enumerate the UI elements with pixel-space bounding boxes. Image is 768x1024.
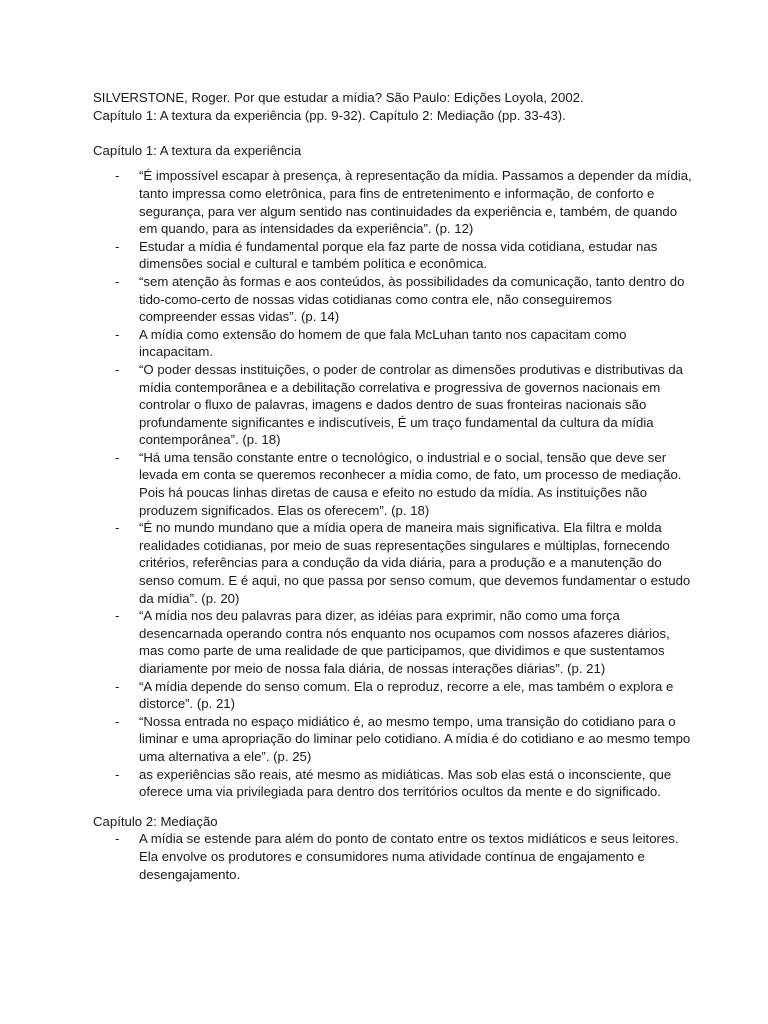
bullet-dash: - [115,608,120,624]
list-item-text: “Há uma tensão constante entre o tecnológico, o industrial e o social, tensão que deve ser levada em conta se queremos reconhecer a mídia como, de fato, um processo de mediação. Pois há poucas linhas diretas de causa e efeito no estudo da mídia. As instituições não produzem significados. Elas os oferecem”. (p. 18) [139,449,682,518]
list-item [93,361,693,449]
chapter2-heading: Capítulo 2: Mediação [93,813,218,829]
reference-line-1: SILVERSTONE, Roger. Por que estudar a mídia? São Paulo: Edições Loyola, 2002. [93,90,584,105]
chapter1-heading: Capítulo 1: A textura da experiência [93,142,302,158]
list-item-text: “O poder dessas instituições, o poder de controlar as dimensões produtivas e distributivas da mídia contemporânea e a debilitação correlativa e progressiva de governos nacionais em controlar o fluxo de palavras, imagens e dados dentro de suas fronteiras nacionais são profundamente significantes e indiscutíveis, É um traço fundamental da cultura da mídia contemporânea”. (p. 18) [139,361,683,448]
bullet-dash: - [115,766,120,782]
bullet-dash: - [115,168,120,184]
chapter1-bullet-list [93,167,693,800]
list-item-text: A mídia se estende para além do ponto de contato entre os textos midiáticos e seus leitores. Ela envolve os produtores e consumidores numa atividade contínua de engajamento e desengajamento. [139,831,679,882]
chapter2-bullet-list [93,830,693,883]
list-item [93,449,693,519]
list-item-text: “É no mundo mundano que a mídia opera de maneira mais significativa. Ela filtra e molda realidades cotidianas, por meio de suas representações singulares e múltiplas, fornecendo critérios, referências para a condução da vida diária, para a produção e a manutenção do senso comum. E é aqui, no que passa por senso comum, que devemos fundamentar o estudo da mídia”. (p. 20) [139,520,691,606]
bullet-dash: - [115,273,120,289]
list-item [93,326,693,361]
list-item [93,273,693,326]
reference-line-2: Capítulo 1: A textura da experiência (pp. 9-32). Capítulo 2: Mediação (pp. 33-43). [93,107,566,123]
chapter2-section [93,813,693,883]
bullet-dash: - [115,831,120,847]
list-item [93,830,693,883]
bullet-dash: - [115,326,120,342]
bullet-dash: - [115,520,120,536]
list-item-text: “É impossível escapar à presença, à representação da mídia. Passamos a depender da mídia, tanto impressa como eletrônica, para fins de entretenimento e informação, de conforto e segurança, para ver algum sentido nas continuidades da experiência e, também, de quando em quando, para as intensidades da experiência”. (p. 12) [139,168,692,237]
list-item [93,678,693,713]
list-item-text: “A mídia nos deu palavras para dizer, as idéias para exprimir, não como uma força desencarnada operando contra nós enquanto nos ocupamos com nossos afazeres diários, mas como parte de uma realidade de que participamos, que dividimos e que sustentamos diariamente por meio de nossa fala diária, de nossas interações diárias”. (p. 21) [139,608,670,676]
list-item [93,238,693,273]
bullet-dash: - [115,361,120,377]
list-item [93,607,693,677]
list-item-text: “sem atenção às formas e aos conteúdos, às possibilidades da comunicação, tanto dentro do tido-como-certo de nossas vidas cotidianas como contra ele, não conseguiremos compreender essas vidas”. (p. 14) [139,273,685,325]
list-item-text: “Nossa entrada no espaço midiático é, ao mesmo tempo, uma transição do cotidiano para o liminar e uma apropriação do liminar pelo cotidiano. A mídia é do cotidiano e ao mesmo tempo uma alternativa a ele”. (p. 25) [139,713,691,764]
list-item-text: A mídia como extensão do homem de que fala McLuhan tanto nos capacitam como incapacitam. [139,326,627,360]
document-body [93,89,693,883]
list-item [93,766,693,801]
bullet-dash: - [115,238,120,254]
bullet-dash: - [115,713,120,729]
bullet-dash: - [115,449,120,465]
bullet-dash: - [115,678,120,694]
list-item [93,519,693,607]
spacer [93,124,693,142]
list-item [93,167,693,237]
list-item-text: Estudar a mídia é fundamental porque ela faz parte de nossa vida cotidiana, estudar nas dimensões social e cultural e também política e econômica. [139,238,658,272]
list-item-text: as experiências são reais, até mesmo as midiáticas. Mas sob elas está o inconsciente, que oferece uma via privilegiada para dentro dos territórios ocultos da mente e do significado. [139,766,672,800]
list-item-text: “A mídia depende do senso comum. Ela o reproduz, recorre a ele, mas também o explora e distorce”. (p. 21) [139,678,674,712]
list-item [93,713,693,766]
